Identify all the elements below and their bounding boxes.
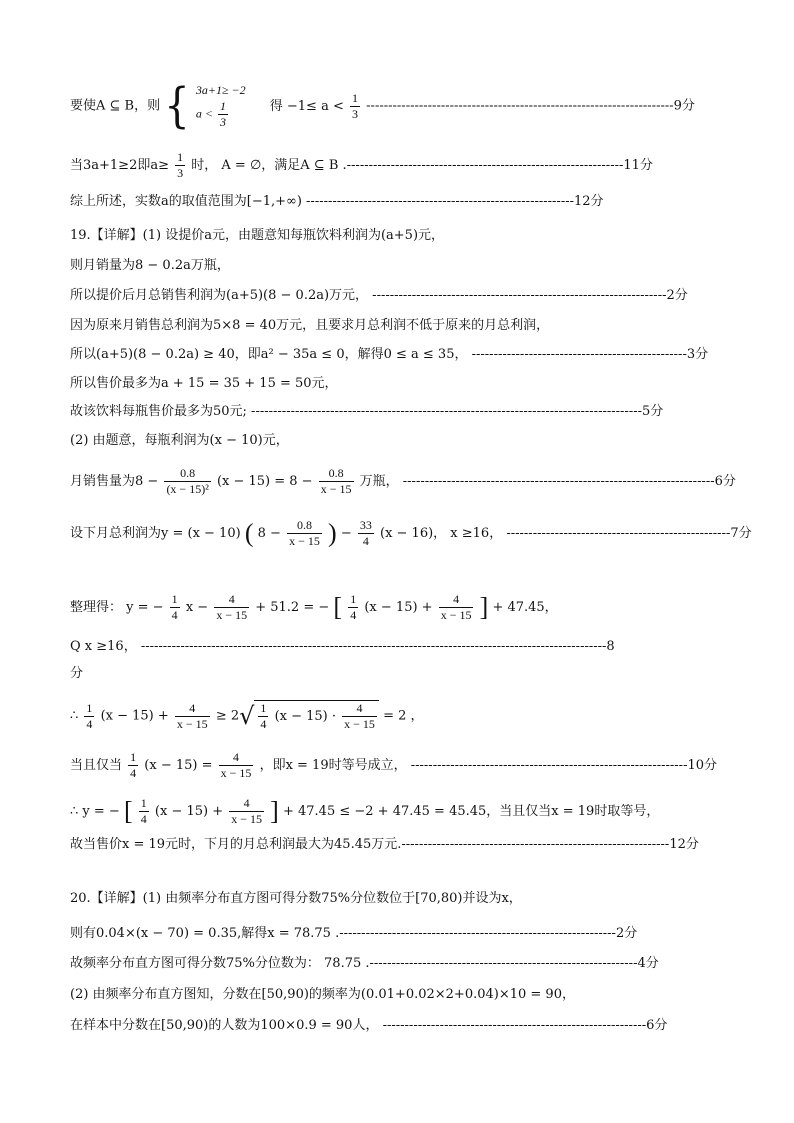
fraction xyxy=(128,750,138,781)
fraction xyxy=(342,701,377,732)
line-13-tail: (x − 16)， x ≥16， ---------------------------------------------------7分 xyxy=(380,526,752,541)
fraction xyxy=(214,592,249,623)
line-18-tail: ，即x = 19时等号成立， ---------------------------------------------------------------10分 xyxy=(259,758,718,773)
frac-den: x − 15 xyxy=(176,716,208,731)
frac-den: 3 xyxy=(352,106,359,121)
line-11: (2) 由题意，每瓶利润为(x − 10)元， xyxy=(70,433,289,448)
inequality-system xyxy=(196,82,246,130)
frac-den: 4 xyxy=(171,608,178,622)
fraction xyxy=(439,592,474,623)
line-4: 19.【详解】(1) 设提价a元，由题意知每瓶饮料利润为(a+5)元， xyxy=(70,228,445,243)
frac-den: 4 xyxy=(260,717,267,731)
line-24: (2) 由频率分布直方图知，分数在[50,90)的频率为(0.01+0.02×2+0.04)×10 = 90， xyxy=(70,987,575,1002)
fraction xyxy=(350,91,360,122)
line-14-tail: + 47.45， xyxy=(492,600,558,615)
line-8: 所以(a+5)(8 − 0.2a) ≥ 40，即a² − 35a ≤ 0，解得0 ≤ a ≤ 35， -------------------------------------------------3分 xyxy=(70,347,709,362)
fraction xyxy=(218,99,228,130)
frac-num: 1 xyxy=(130,750,137,764)
frac-num: 1 xyxy=(140,796,147,810)
frac-den: x − 15 xyxy=(344,717,375,731)
frac-den: (x − 15)² xyxy=(166,482,209,496)
line-7: 因为原来月销售总利润为5×8 = 40万元，且要求月总利润不低于原来的月总利润， xyxy=(70,318,550,333)
line-15: Q x ≥16， ----------------------------------------------------------------------------------------------------------8 xyxy=(70,639,615,654)
frac-num: 1 xyxy=(260,701,267,715)
frac-den: x − 15 xyxy=(231,812,263,826)
line-14-prefix: 整理得： y = − xyxy=(70,600,164,615)
sqrt-sign: √ xyxy=(239,702,255,730)
frac-den: x − 15 xyxy=(440,608,472,622)
line-12-mid: (x − 15) = 8 − xyxy=(216,474,313,489)
line-2 xyxy=(70,150,653,181)
line-1 xyxy=(70,78,695,134)
line-14-b: x − xyxy=(185,600,209,615)
line-20: 故当售价x = 19元时，下月的月总利润最大为45.45万元.-------------------------------------------------------------12分 xyxy=(70,837,699,852)
fraction xyxy=(348,592,358,623)
line-19 xyxy=(70,796,659,827)
line-19-tail: + 47.45 ≤ −2 + 47.45 = 45.45，当且仅当x = 19时取等号， xyxy=(282,804,660,819)
system-brace: { xyxy=(164,78,190,134)
frac-num: 33 xyxy=(359,518,372,532)
line-17-b: (x − 15) + xyxy=(100,708,169,724)
line-10: 故该饮料每瓶售价最多为50元; -----------------------------------------------------------------------------------------5分 xyxy=(70,404,664,419)
line-14-d: + 51.2 = − xyxy=(255,600,330,615)
frac-den: 3 xyxy=(219,115,226,129)
line-16: 分 xyxy=(70,666,84,681)
system-row-1: 3a+1≥ −2 xyxy=(195,83,246,97)
system-row-2 xyxy=(196,99,246,130)
frac-num: 1 xyxy=(352,90,359,105)
right-paren: ) xyxy=(328,518,337,548)
line-19-b: (x − 15) + xyxy=(154,804,224,819)
fraction xyxy=(287,518,322,549)
line-19-prefix: ∴ y = − xyxy=(70,804,120,819)
fraction xyxy=(358,518,374,549)
fraction xyxy=(164,466,210,497)
frac-num: 1 xyxy=(86,700,93,715)
line-22: 则有0.04×(x − 70) = 0.35,解得x = 78.75 .---------------------------------------------------------------2分 xyxy=(70,926,638,941)
frac-num: 4 xyxy=(243,796,250,810)
system-row-2-text: a < xyxy=(195,106,213,121)
line-1-result: 得 −1≤ a < xyxy=(269,98,344,114)
frac-den: x − 15 xyxy=(220,766,252,780)
fraction xyxy=(170,592,180,623)
line-5: 则月销量为8 − 0.2a万瓶， xyxy=(70,258,230,273)
fraction xyxy=(319,466,354,497)
right-bracket: ] xyxy=(270,796,279,826)
line-13-inner: 8 − xyxy=(257,526,281,541)
fraction xyxy=(219,750,254,781)
line-9: 所以售价最多为a + 15 = 35 + 15 = 50元， xyxy=(70,376,338,391)
line-1-prefix: 要使A ⊆ B，则 xyxy=(70,98,161,114)
line-25: 在样本中分数在[50,90)的人数为100×0.9 = 90人， ------------------------------------------------------------6分 xyxy=(70,1018,668,1033)
line-14-f: (x − 15) + xyxy=(364,600,433,615)
frac-den: 4 xyxy=(358,533,374,549)
fraction xyxy=(175,150,185,181)
frac-den: 4 xyxy=(86,716,93,731)
fraction xyxy=(175,701,210,732)
frac-num: 0.8 xyxy=(328,466,344,480)
frac-num: 1 xyxy=(219,99,226,113)
line-2-prefix: 当3a+1≥2即a≥ xyxy=(70,158,169,173)
line-23: 故频率分布直方图可得分数75%分位数为： 78.75 .-------------------------------------------------------------4分 xyxy=(70,956,659,971)
line-3: 综上所述，实数a的取值范围为[−1,+∞) -------------------------------------------------------------12分 xyxy=(70,194,604,209)
fraction xyxy=(229,796,264,827)
line-17-prefix: ∴ xyxy=(70,708,79,724)
line-18-b: (x − 15) = xyxy=(144,758,213,773)
fraction xyxy=(139,796,149,827)
line-13-mid: − xyxy=(340,526,352,541)
frac-den: x − 15 xyxy=(216,608,248,622)
line-21: 20.【详解】(1) 由频率分布直方图可得分数75%分位数位于[70,80)并设为x， xyxy=(70,891,522,906)
frac-num: 4 xyxy=(233,750,240,764)
sqrt-content xyxy=(254,700,379,732)
line-2-tail: 时， A = ∅，满足A ⊆ B .---------------------------------------------------------------11分 xyxy=(191,158,653,173)
frac-num: 4 xyxy=(356,701,363,715)
line-13-prefix: 设下月总利润为y = (x − 10) xyxy=(70,526,241,541)
right-bracket: ] xyxy=(479,592,489,622)
left-paren: ( xyxy=(244,518,254,548)
line-12-prefix: 月销售量为8 − xyxy=(70,474,159,489)
line-17-f: (x − 15) · xyxy=(274,709,337,724)
line-14 xyxy=(70,592,558,623)
frac-num: 1 xyxy=(171,592,178,606)
frac-den: 4 xyxy=(130,766,137,780)
frac-den: 3 xyxy=(177,166,184,180)
frac-den: 4 xyxy=(350,608,357,622)
frac-den: x − 15 xyxy=(289,534,320,548)
frac-num: 0.8 xyxy=(296,518,312,532)
line-1-tail: ----------------------------------------------------------------------9分 xyxy=(366,98,695,114)
fraction xyxy=(258,701,268,732)
frac-num: 4 xyxy=(453,592,460,606)
left-bracket: [ xyxy=(123,796,133,826)
line-18 xyxy=(70,750,717,781)
line-12 xyxy=(70,466,736,497)
line-12-tail: 万瓶， -----------------------------------------------------------------------6分 xyxy=(359,474,736,489)
fraction xyxy=(84,701,94,732)
frac-den: x − 15 xyxy=(320,482,352,496)
left-bracket: [ xyxy=(333,592,343,622)
line-17-tail: = 2 ， xyxy=(383,708,424,724)
frac-num: 0.8 xyxy=(180,466,196,480)
frac-den: 4 xyxy=(140,812,147,826)
frac-num: 4 xyxy=(228,592,235,606)
line-6: 所以提价后月总销售利润为(a+5)(8 − 0.2a)万元， -------------------------------------------------------------------2分 xyxy=(70,288,688,303)
line-17-d: ≥ 2 xyxy=(215,708,240,724)
frac-num: 1 xyxy=(350,592,357,606)
frac-num: 4 xyxy=(189,700,196,715)
frac-num: 1 xyxy=(177,150,184,164)
line-18-prefix: 当且仅当 xyxy=(70,758,123,773)
line-13 xyxy=(70,518,752,549)
line-17 xyxy=(70,700,424,732)
